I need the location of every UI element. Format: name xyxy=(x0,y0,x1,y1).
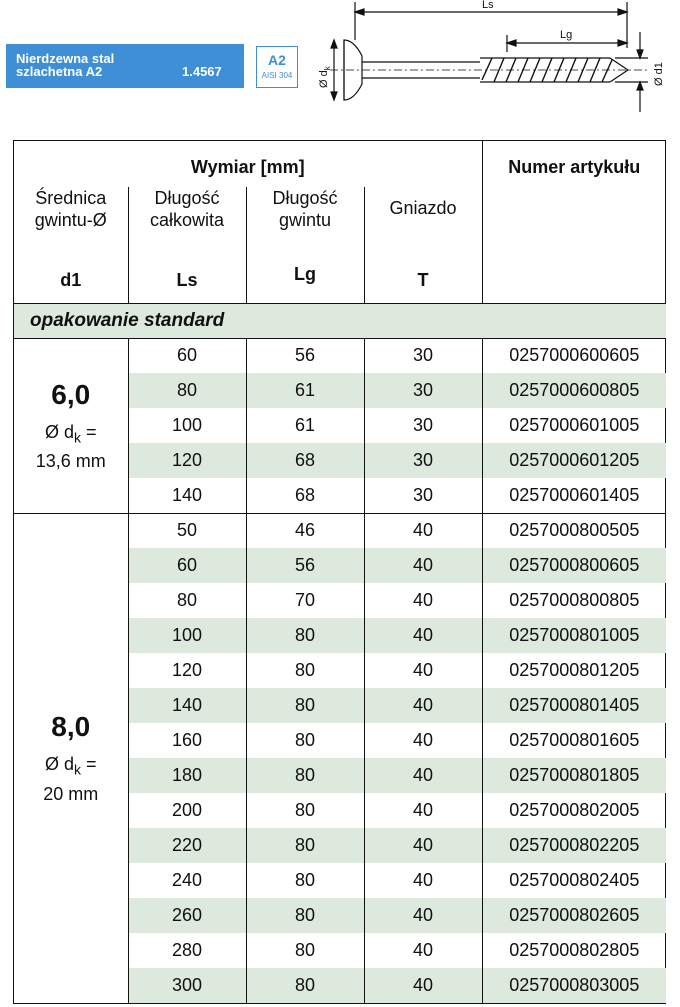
cell-ls: 140 xyxy=(128,478,246,513)
cell-ls: 50 xyxy=(128,513,246,548)
col-header-lg xyxy=(246,187,364,303)
label-dk-sub: k xyxy=(323,66,332,71)
cell-t: 40 xyxy=(364,723,482,758)
cell-article: 0257000801605 xyxy=(482,723,666,758)
head-eq: = xyxy=(81,754,97,775)
cell-t: 40 xyxy=(364,688,482,723)
cell-t: 40 xyxy=(364,513,482,548)
cell-ls: 180 xyxy=(128,758,246,793)
material-line1: Nierdzewna stal xyxy=(16,51,115,66)
cell-t: 40 xyxy=(364,968,482,1003)
cell-lg: 46 xyxy=(246,513,364,548)
cell-t: 40 xyxy=(364,793,482,828)
cell-article: 0257000802405 xyxy=(482,863,666,898)
cell-article: 0257000802205 xyxy=(482,828,666,863)
cell-lg: 68 xyxy=(246,478,364,513)
header-article: Numer artykułu xyxy=(482,141,666,303)
cell-article: 0257000801805 xyxy=(482,758,666,793)
cell-lg: 68 xyxy=(246,443,364,478)
cell-t: 40 xyxy=(364,583,482,618)
cell-t: 40 xyxy=(364,618,482,653)
cell-lg: 80 xyxy=(246,618,364,653)
label-dk xyxy=(318,65,332,88)
cell-ls: 280 xyxy=(128,933,246,968)
head-eq: = xyxy=(81,421,97,442)
head-sub: k xyxy=(74,429,81,446)
col-symbol-t: T xyxy=(417,269,429,290)
cell-t: 40 xyxy=(364,548,482,583)
cell-lg: 61 xyxy=(246,373,364,408)
cell-ls: 100 xyxy=(128,618,246,653)
material-number: 1.4567 xyxy=(182,64,222,79)
cell-lg: 70 xyxy=(246,583,364,618)
cell-article: 0257000801205 xyxy=(482,653,666,688)
cell-lg: 80 xyxy=(246,653,364,688)
table-row xyxy=(14,513,666,548)
material-line2: szlachetna A2 xyxy=(16,64,103,79)
cell-lg: 80 xyxy=(246,688,364,723)
cell-article: 0257000600605 xyxy=(482,338,666,373)
material-badge xyxy=(6,44,244,88)
cell-article: 0257000800605 xyxy=(482,548,666,583)
cell-article: 0257000601005 xyxy=(482,408,666,443)
head-diameter-label xyxy=(14,752,128,782)
cell-ls: 60 xyxy=(128,338,246,373)
cell-ls: 100 xyxy=(128,408,246,443)
head-diameter-value: 13,6 mm xyxy=(35,451,106,472)
col-symbol-lg: Lg xyxy=(294,263,316,284)
cell-t: 30 xyxy=(364,373,482,408)
col-header-diameter xyxy=(14,187,128,303)
screw-drawing xyxy=(310,0,680,122)
cell-ls: 60 xyxy=(128,548,246,583)
grade-label: A2 xyxy=(268,52,286,68)
cell-t: 30 xyxy=(364,443,482,478)
cell-lg: 80 xyxy=(246,898,364,933)
cell-ls: 260 xyxy=(128,898,246,933)
cell-article: 0257000601205 xyxy=(482,443,666,478)
diameter-cell xyxy=(14,513,128,1003)
cell-ls: 240 xyxy=(128,863,246,898)
cell-lg: 80 xyxy=(246,758,364,793)
col-label-t: Gniazdo xyxy=(389,198,457,218)
diameter-value: 8,0 xyxy=(51,711,91,743)
cell-t: 40 xyxy=(364,933,482,968)
cell-ls: 120 xyxy=(128,653,246,688)
cell-ls: 120 xyxy=(128,443,246,478)
cell-lg: 80 xyxy=(246,828,364,863)
col-label-diameter: Średnica gwintu-Ø xyxy=(34,188,107,230)
header-dimensions: Wymiar [mm] xyxy=(190,157,305,177)
cell-ls: 140 xyxy=(128,688,246,723)
cell-article: 0257000600805 xyxy=(482,373,666,408)
cell-ls: 220 xyxy=(128,828,246,863)
cell-article: 0257000801405 xyxy=(482,688,666,723)
diameter-value: 6,0 xyxy=(51,378,91,410)
cell-t: 30 xyxy=(364,338,482,373)
cell-t: 40 xyxy=(364,898,482,933)
cell-lg: 56 xyxy=(246,548,364,583)
cell-t: 30 xyxy=(364,408,482,443)
col-header-ls xyxy=(128,187,246,303)
cell-lg: 56 xyxy=(246,338,364,373)
cell-t: 40 xyxy=(364,653,482,688)
cell-article: 0257000801005 xyxy=(482,618,666,653)
head-diameter-value: 20 mm xyxy=(43,784,99,805)
table-row xyxy=(14,338,666,373)
cell-article: 0257000800505 xyxy=(482,513,666,548)
diameter-cell xyxy=(14,338,128,513)
cell-ls: 80 xyxy=(128,583,246,618)
cell-article: 0257000800805 xyxy=(482,583,666,618)
col-symbol-d1: d1 xyxy=(60,269,82,290)
label-lg: Lg xyxy=(560,29,573,41)
cell-lg: 80 xyxy=(246,968,364,1003)
cell-t: 40 xyxy=(364,863,482,898)
cell-article: 0257000802805 xyxy=(482,933,666,968)
product-table xyxy=(13,140,666,1004)
col-symbol-ls: Ls xyxy=(176,269,198,290)
head-sub: k xyxy=(74,762,81,779)
cell-ls: 200 xyxy=(128,793,246,828)
cell-lg: 80 xyxy=(246,793,364,828)
grade-standard: AISI 304 xyxy=(261,71,293,80)
col-header-t xyxy=(364,187,482,303)
label-d1: Ø d1 xyxy=(653,62,665,86)
cell-article: 0257000601405 xyxy=(482,478,666,513)
cell-ls: 160 xyxy=(128,723,246,758)
col-label-ls: Długość całkowita xyxy=(149,188,225,230)
cell-t: 30 xyxy=(364,478,482,513)
cell-article: 0257000802005 xyxy=(482,793,666,828)
cell-t: 40 xyxy=(364,758,482,793)
cell-lg: 80 xyxy=(246,723,364,758)
cell-article: 0257000802605 xyxy=(482,898,666,933)
cell-lg: 80 xyxy=(246,863,364,898)
cell-lg: 61 xyxy=(246,408,364,443)
section-label: opakowanie standard xyxy=(14,303,666,338)
cell-t: 40 xyxy=(364,828,482,863)
cell-ls: 300 xyxy=(128,968,246,1003)
grade-badge xyxy=(256,46,298,88)
head-diameter-label xyxy=(14,420,128,450)
col-label-lg: Długość gwintu xyxy=(272,188,338,230)
cell-lg: 80 xyxy=(246,933,364,968)
cell-ls: 80 xyxy=(128,373,246,408)
cell-article: 0257000803005 xyxy=(482,968,666,1003)
head-label: Ø d xyxy=(44,754,74,775)
head-label: Ø d xyxy=(44,421,74,442)
label-ls: Ls xyxy=(482,0,494,11)
label-dk-main: Ø d xyxy=(318,70,330,88)
